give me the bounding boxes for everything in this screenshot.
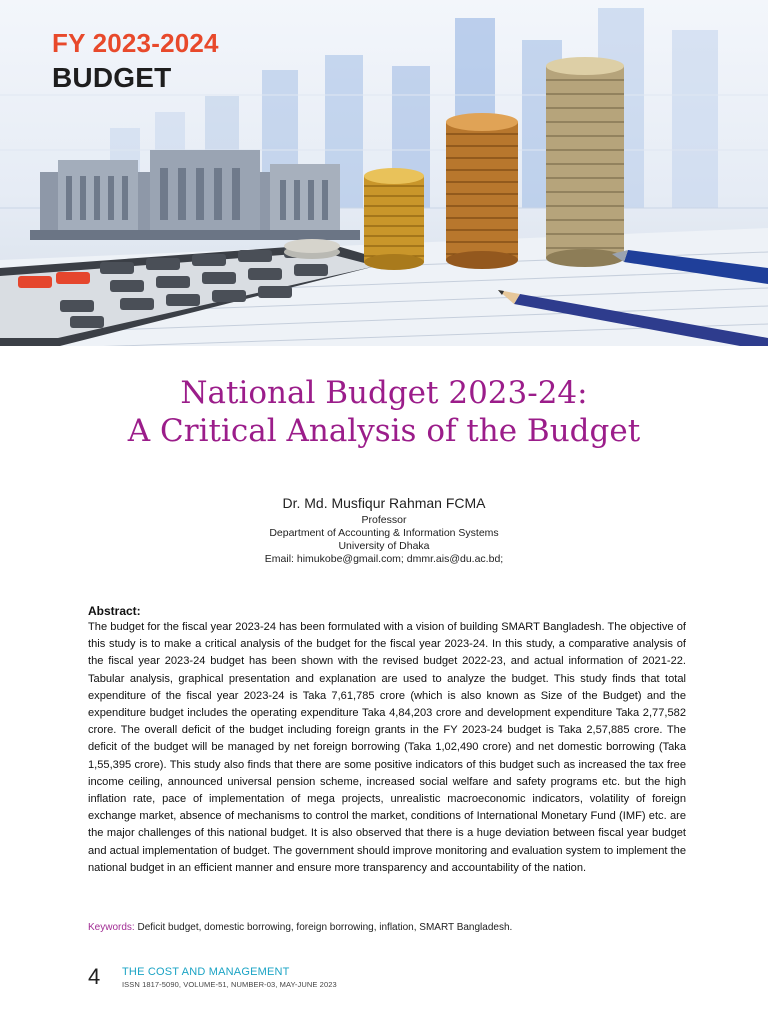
- abstract-text: The budget for the fiscal year 2023-24 has been formulated with a vision of building SMART Bangladesh. The objective of this study is to make a critical analysis of the budget for the fiscal year 2023-24. In this study, a comparative analysis of the fiscal year 2023-24 budget has been shown with the revised budget 2022-23, and actual information of 2021-22. Tabular analysis, graphical presentation and explanation are used to analyze the budget. This study finds that total expenditure of the fiscal year 2023-24 is Taka 7,61,785 crore (which is also known as Size of the Budget) and the expenditure budget includes the operating expenditure Taka 4,84,203 crore and development expenditure Taka 2,77,582 crore. The overall deficit of the budget including foreign grants in the FY 2023-24 budget is Taka 2,57,885 crore. The deficit of the budget will be managed by net foreign borrowing (Taka 1,02,490 crore) and net domestic borrowing (Taka 1,55,395 crore). This study also finds that there are some positive indicators of this budget such as increased the tax free income ceiling, announced universal pension scheme, increased social welfare and safety programs etc. but the high inflation rate, pace of implementation of mega projects, unrealistic macroeconomic indicators, volatility of foreign exchange market, absence of mechanisms to control the market, conditions of International Monetary Fund (IMF) etc. are the major challenges of this national budget. It is also observed that there is a huge deviation between fiscal year budget and actual implementation of budget. The government should improve monitoring and evaluation system to implement the national budget in an efficient manner and ensure more transparency and accountability of the nation.: [88, 621, 686, 874]
- budget-label: BUDGET: [52, 62, 172, 93]
- abstract-section: [88, 604, 686, 877]
- parliament-building-image: [30, 150, 360, 240]
- author-email: Email: himukobe@gmail.com; dmmr.ais@du.ac.bd;: [264, 553, 504, 565]
- author-department: Department of Accounting & Information Systems: [269, 527, 499, 539]
- fiscal-year-label: FY 2023-2024: [52, 28, 219, 58]
- keywords-label: Keywords:: [88, 922, 135, 933]
- author-block: [0, 494, 768, 566]
- keywords-line: [88, 921, 686, 934]
- journal-issn: ISSN 1817-5090, VOLUME-51, NUMBER-03, MAY-JUNE 2023: [122, 980, 337, 989]
- abstract-heading: Abstract:: [88, 604, 141, 618]
- article-title: [0, 374, 768, 450]
- cover-banner: [0, 0, 768, 346]
- keywords-text: Deficit budget, domestic borrowing, foreign borrowing, inflation, SMART Bangladesh.: [134, 922, 513, 933]
- journal-name: THE COST AND MANAGEMENT: [122, 966, 290, 978]
- page-number: 4: [88, 964, 101, 989]
- author-name: Dr. Md. Musfiqur Rahman FCMA: [282, 495, 486, 511]
- author-university: University of Dhaka: [338, 540, 430, 552]
- author-position: Professor: [361, 514, 407, 526]
- title-line-2: A Critical Analysis of the Budget: [127, 413, 641, 449]
- title-line-1: National Budget 2023-24:: [180, 375, 588, 411]
